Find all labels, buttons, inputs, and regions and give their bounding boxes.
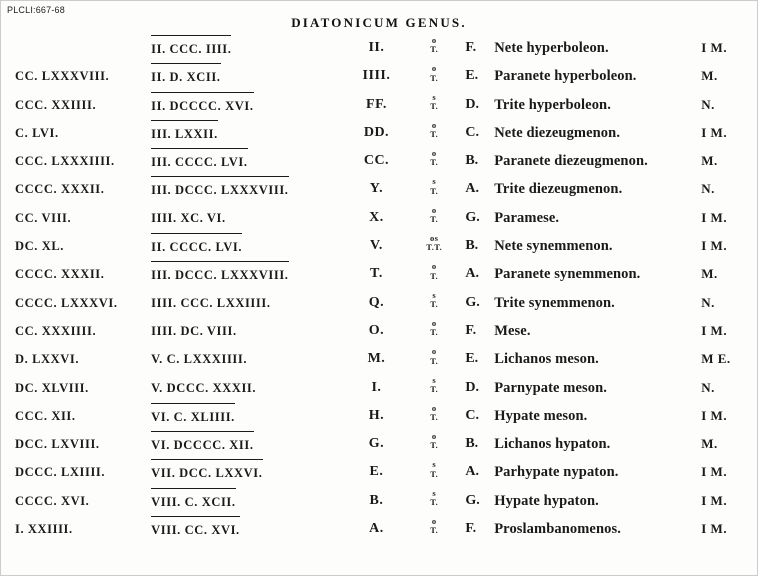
interval-line: T.T. — [426, 242, 443, 253]
cell-mode-tag: M. — [701, 266, 718, 282]
cell-interval — [411, 375, 457, 395]
cell-left-numeral: DC. XL. — [15, 239, 64, 254]
diatonic-genus-table — [1, 35, 758, 544]
cell-note-name: Trite hyperboleon. — [494, 96, 611, 113]
table-row — [1, 35, 758, 63]
cell-note-letter: B. — [465, 238, 479, 254]
cell-letter: DD. — [363, 124, 390, 140]
cell-note-letter: A. — [465, 181, 479, 197]
table-row — [1, 92, 758, 120]
interval-line: T. — [430, 383, 439, 394]
cell-mid-numeral — [141, 233, 342, 260]
cell-note-letter: A. — [465, 266, 479, 282]
mid-numeral-text: IIII. DC. VIII. — [151, 323, 237, 338]
cell-mode-tag: M. — [701, 153, 718, 169]
interval-line: s — [432, 459, 437, 470]
interval-line: s — [432, 91, 437, 102]
cell-mode-tag: M E. — [701, 351, 731, 367]
interval-line: T. — [430, 525, 439, 536]
cell-left-numeral: CCC. LXXXIIII. — [15, 154, 115, 169]
cell-interval — [411, 148, 457, 168]
cell-left-numeral: CCCC. XVI. — [15, 493, 90, 508]
interval-line: s — [432, 176, 437, 187]
cell-interval — [411, 205, 457, 225]
cell-note-name: Mese. — [494, 322, 531, 339]
interval-line: o — [431, 431, 437, 442]
cell-letter: M. — [367, 351, 386, 367]
interval-line: T. — [430, 468, 439, 479]
cell-mid-numeral — [141, 120, 342, 147]
cell-mode-tag: N. — [701, 181, 715, 197]
cell-interval — [411, 516, 457, 536]
cell-interval — [411, 120, 457, 140]
cell-note-letter: C. — [465, 124, 479, 140]
cell-note-name: Hypate hypaton. — [494, 492, 599, 509]
table-row — [1, 318, 758, 346]
cell-left-numeral: DCC. LXVIII. — [15, 437, 100, 452]
interval-line: T. — [430, 185, 439, 196]
mid-numeral-text: IIII. CCC. LXXIIII. — [151, 295, 271, 310]
interval-line: os — [430, 233, 439, 244]
cell-mid-numeral — [141, 431, 342, 458]
mid-numeral-text: VIII. C. XCII. — [151, 488, 235, 515]
cell-left-numeral: CCC. XXIIII. — [15, 97, 97, 112]
cell-letter: CC. — [363, 153, 390, 169]
mid-numeral-text: VIII. CC. XVI. — [151, 516, 240, 543]
cell-mode-tag: N. — [701, 294, 715, 310]
mid-numeral-text: II. DCCCC. XVI. — [151, 92, 253, 119]
cell-note-name: Trite diezeugmenon. — [494, 181, 623, 198]
cell-interval — [411, 63, 457, 83]
cell-note-name: Hypate meson. — [494, 407, 588, 424]
cell-interval — [411, 431, 457, 451]
cell-note-name: Parhypate nypaton. — [494, 464, 619, 481]
page-title: DIATONICUM GENUS. — [291, 15, 467, 30]
cell-mid-numeral — [141, 261, 342, 288]
cell-letter: A. — [369, 521, 384, 537]
table-row — [1, 233, 758, 261]
interval-line: s — [432, 487, 437, 498]
table-row — [1, 431, 758, 459]
cell-left-numeral: CCCC. LXXXVI. — [15, 295, 118, 310]
mid-numeral-text: V. DCCC. XXXII. — [151, 380, 257, 395]
cell-mid-numeral — [141, 488, 342, 515]
cell-letter: II. — [368, 40, 385, 55]
cell-interval — [411, 290, 457, 310]
cell-interval — [411, 92, 457, 112]
cell-note-name: Paranete diezeugmenon. — [494, 153, 648, 170]
cell-letter: V. — [370, 238, 383, 254]
mid-numeral-text: III. DCCC. LXXXVIII. — [151, 261, 288, 288]
cell-note-name: Nete hyperboleon. — [494, 40, 609, 56]
cell-letter: G. — [368, 436, 385, 452]
cell-mode-tag: I M. — [701, 209, 728, 225]
cell-note-name: Proslambanomenos. — [494, 521, 621, 538]
cell-note-letter: G. — [465, 294, 480, 310]
cell-mode-tag: I M. — [701, 407, 728, 423]
mid-numeral-text: III. LXXII. — [151, 120, 218, 147]
cell-note-letter: G. — [465, 492, 480, 508]
cell-interval — [411, 403, 457, 423]
cell-note-letter: A. — [465, 464, 479, 480]
cell-mode-tag: M. — [701, 68, 718, 84]
mid-numeral-text: II. CCC. IIII. — [151, 35, 231, 62]
cell-mode-tag: I M. — [701, 238, 728, 254]
interval-line: o — [431, 119, 437, 130]
cell-note-letter: D. — [465, 96, 479, 112]
table-row — [1, 176, 758, 204]
cell-left-numeral: CC. LXXXVIII. — [15, 69, 110, 84]
cell-note-letter: F. — [465, 521, 477, 537]
mid-numeral-text: V. C. LXXXIIII. — [151, 352, 248, 367]
table-row — [1, 120, 758, 148]
cell-interval — [411, 176, 457, 196]
cell-left-numeral: DC. XLVIII. — [15, 380, 89, 395]
mid-numeral-text: III. DCCC. LXXXVIII. — [151, 176, 288, 203]
page-identifier: PLCLI:667-68 — [7, 5, 65, 15]
cell-left-numeral: CC. XXXIIII. — [15, 323, 97, 338]
cell-letter: X. — [369, 209, 384, 225]
cell-mode-tag: I M. — [701, 124, 728, 140]
interval-line: o — [431, 317, 437, 328]
cell-interval — [411, 318, 457, 338]
cell-mode-tag: I M. — [701, 322, 728, 338]
cell-mode-tag: I M. — [701, 40, 728, 55]
cell-letter: FF. — [366, 96, 387, 112]
cell-note-letter: G. — [465, 209, 480, 225]
interval-line: T. — [430, 44, 439, 55]
cell-note-letter: F. — [465, 322, 477, 338]
interval-line: T. — [430, 298, 439, 309]
cell-mode-tag: I M. — [701, 521, 728, 537]
cell-note-name: Paranete hyperboleon. — [494, 68, 637, 85]
cell-mode-tag: I M. — [701, 464, 728, 480]
table-row — [1, 488, 758, 516]
interval-line: T. — [430, 100, 439, 111]
interval-line: T. — [430, 214, 439, 225]
cell-mid-numeral — [141, 516, 342, 543]
cell-left-numeral: I. XXIIII. — [15, 522, 73, 537]
cell-mid-numeral — [141, 403, 342, 430]
cell-left-numeral: DCCC. LXIIII. — [15, 465, 106, 480]
interval-line: T. — [430, 355, 439, 366]
cell-note-letter: F. — [465, 40, 477, 55]
cell-letter: E. — [369, 464, 384, 480]
cell-mode-tag: N. — [701, 96, 715, 112]
cell-note-letter: E. — [465, 68, 479, 84]
cell-mid-numeral — [141, 176, 342, 203]
cell-left-numeral: C. LVI. — [15, 125, 59, 140]
cell-left-numeral: CCC. XII. — [15, 408, 76, 423]
cell-letter: T. — [370, 266, 383, 282]
cell-letter: IIII. — [362, 68, 391, 84]
cell-note-letter: C. — [465, 407, 479, 423]
cell-mid-numeral — [141, 148, 342, 175]
mid-numeral-text: IIII. XC. VI. — [151, 210, 226, 225]
table-row — [1, 459, 758, 487]
cell-note-name: Parnypate meson. — [494, 379, 607, 396]
interval-line: T. — [430, 72, 439, 83]
mid-numeral-text: VI. DCCCC. XII. — [151, 431, 253, 458]
cell-mid-numeral — [141, 375, 342, 401]
cell-left-numeral: CCCC. XXXII. — [15, 182, 105, 197]
cell-note-name: Lichanos meson. — [494, 351, 599, 368]
mid-numeral-text: II. CCCC. LVI. — [151, 233, 242, 260]
cell-note-letter: B. — [465, 153, 479, 169]
cell-mid-numeral — [141, 318, 342, 344]
interval-line: o — [431, 346, 437, 357]
cell-letter: I. — [371, 379, 382, 395]
cell-note-name: Lichanos hypaton. — [494, 436, 611, 453]
cell-mode-tag: N. — [701, 379, 715, 395]
cell-mid-numeral — [141, 459, 342, 486]
mid-numeral-text: II. D. XCII. — [151, 63, 220, 90]
table-row — [1, 403, 758, 431]
cell-mode-tag: M. — [701, 436, 718, 452]
cell-note-name: Trite synemmenon. — [494, 294, 615, 311]
table-row — [1, 148, 758, 176]
cell-mid-numeral — [141, 290, 342, 316]
cell-note-letter: D. — [465, 379, 479, 395]
mid-numeral-text: III. CCCC. LVI. — [151, 148, 247, 175]
table-row — [1, 516, 758, 544]
interval-line: o — [431, 204, 437, 215]
interval-line: o — [431, 516, 437, 527]
cell-interval — [411, 346, 457, 366]
interval-line: o — [431, 63, 437, 74]
interval-line: s — [432, 374, 437, 385]
cell-interval — [411, 261, 457, 281]
interval-line: T. — [430, 270, 439, 281]
interval-line: T. — [430, 497, 439, 508]
cell-letter: Y. — [369, 181, 384, 197]
cell-left-numeral: CC. VIII. — [15, 210, 72, 225]
table-row — [1, 290, 758, 318]
cell-note-name: Nete diezeugmenon. — [494, 124, 621, 141]
cell-letter: Q. — [368, 294, 385, 310]
table-row — [1, 205, 758, 233]
cell-interval — [411, 233, 457, 253]
cell-mid-numeral — [141, 92, 342, 119]
cell-note-letter: E. — [465, 351, 479, 367]
interval-line: T. — [430, 129, 439, 140]
cell-left-numeral: D. LXXVI. — [15, 352, 80, 367]
interval-line: o — [431, 261, 437, 272]
cell-note-name: Nete synemmenon. — [494, 238, 613, 255]
cell-letter: O. — [368, 322, 385, 338]
cell-interval — [411, 488, 457, 508]
cell-mid-numeral — [141, 35, 342, 62]
table-row — [1, 63, 758, 91]
table-row — [1, 261, 758, 289]
interval-line: T. — [430, 412, 439, 423]
interval-line: o — [431, 35, 437, 45]
cell-note-name: Paranete synemmenon. — [494, 266, 641, 283]
cell-interval — [411, 459, 457, 479]
cell-mid-numeral — [141, 63, 342, 90]
mid-numeral-text: VII. DCC. LXXVI. — [151, 459, 262, 486]
cell-interval — [411, 35, 457, 55]
cell-note-name: Paramese. — [494, 209, 560, 226]
interval-line: o — [431, 148, 437, 159]
cell-left-numeral: CCCC. XXXII. — [15, 267, 105, 282]
cell-mid-numeral — [141, 346, 342, 372]
cell-note-letter: B. — [465, 436, 479, 452]
cell-letter: B. — [369, 492, 384, 508]
interval-line: s — [432, 289, 437, 300]
table-row — [1, 346, 758, 374]
interval-line: T. — [430, 440, 439, 451]
interval-line: o — [431, 402, 437, 413]
cell-mode-tag: I M. — [701, 492, 728, 508]
interval-line: T. — [430, 157, 439, 168]
cell-letter: H. — [368, 407, 385, 423]
interval-line: T. — [430, 327, 439, 338]
cell-mid-numeral — [141, 205, 342, 231]
mid-numeral-text: VI. C. XLIIII. — [151, 403, 235, 430]
table-row — [1, 375, 758, 403]
